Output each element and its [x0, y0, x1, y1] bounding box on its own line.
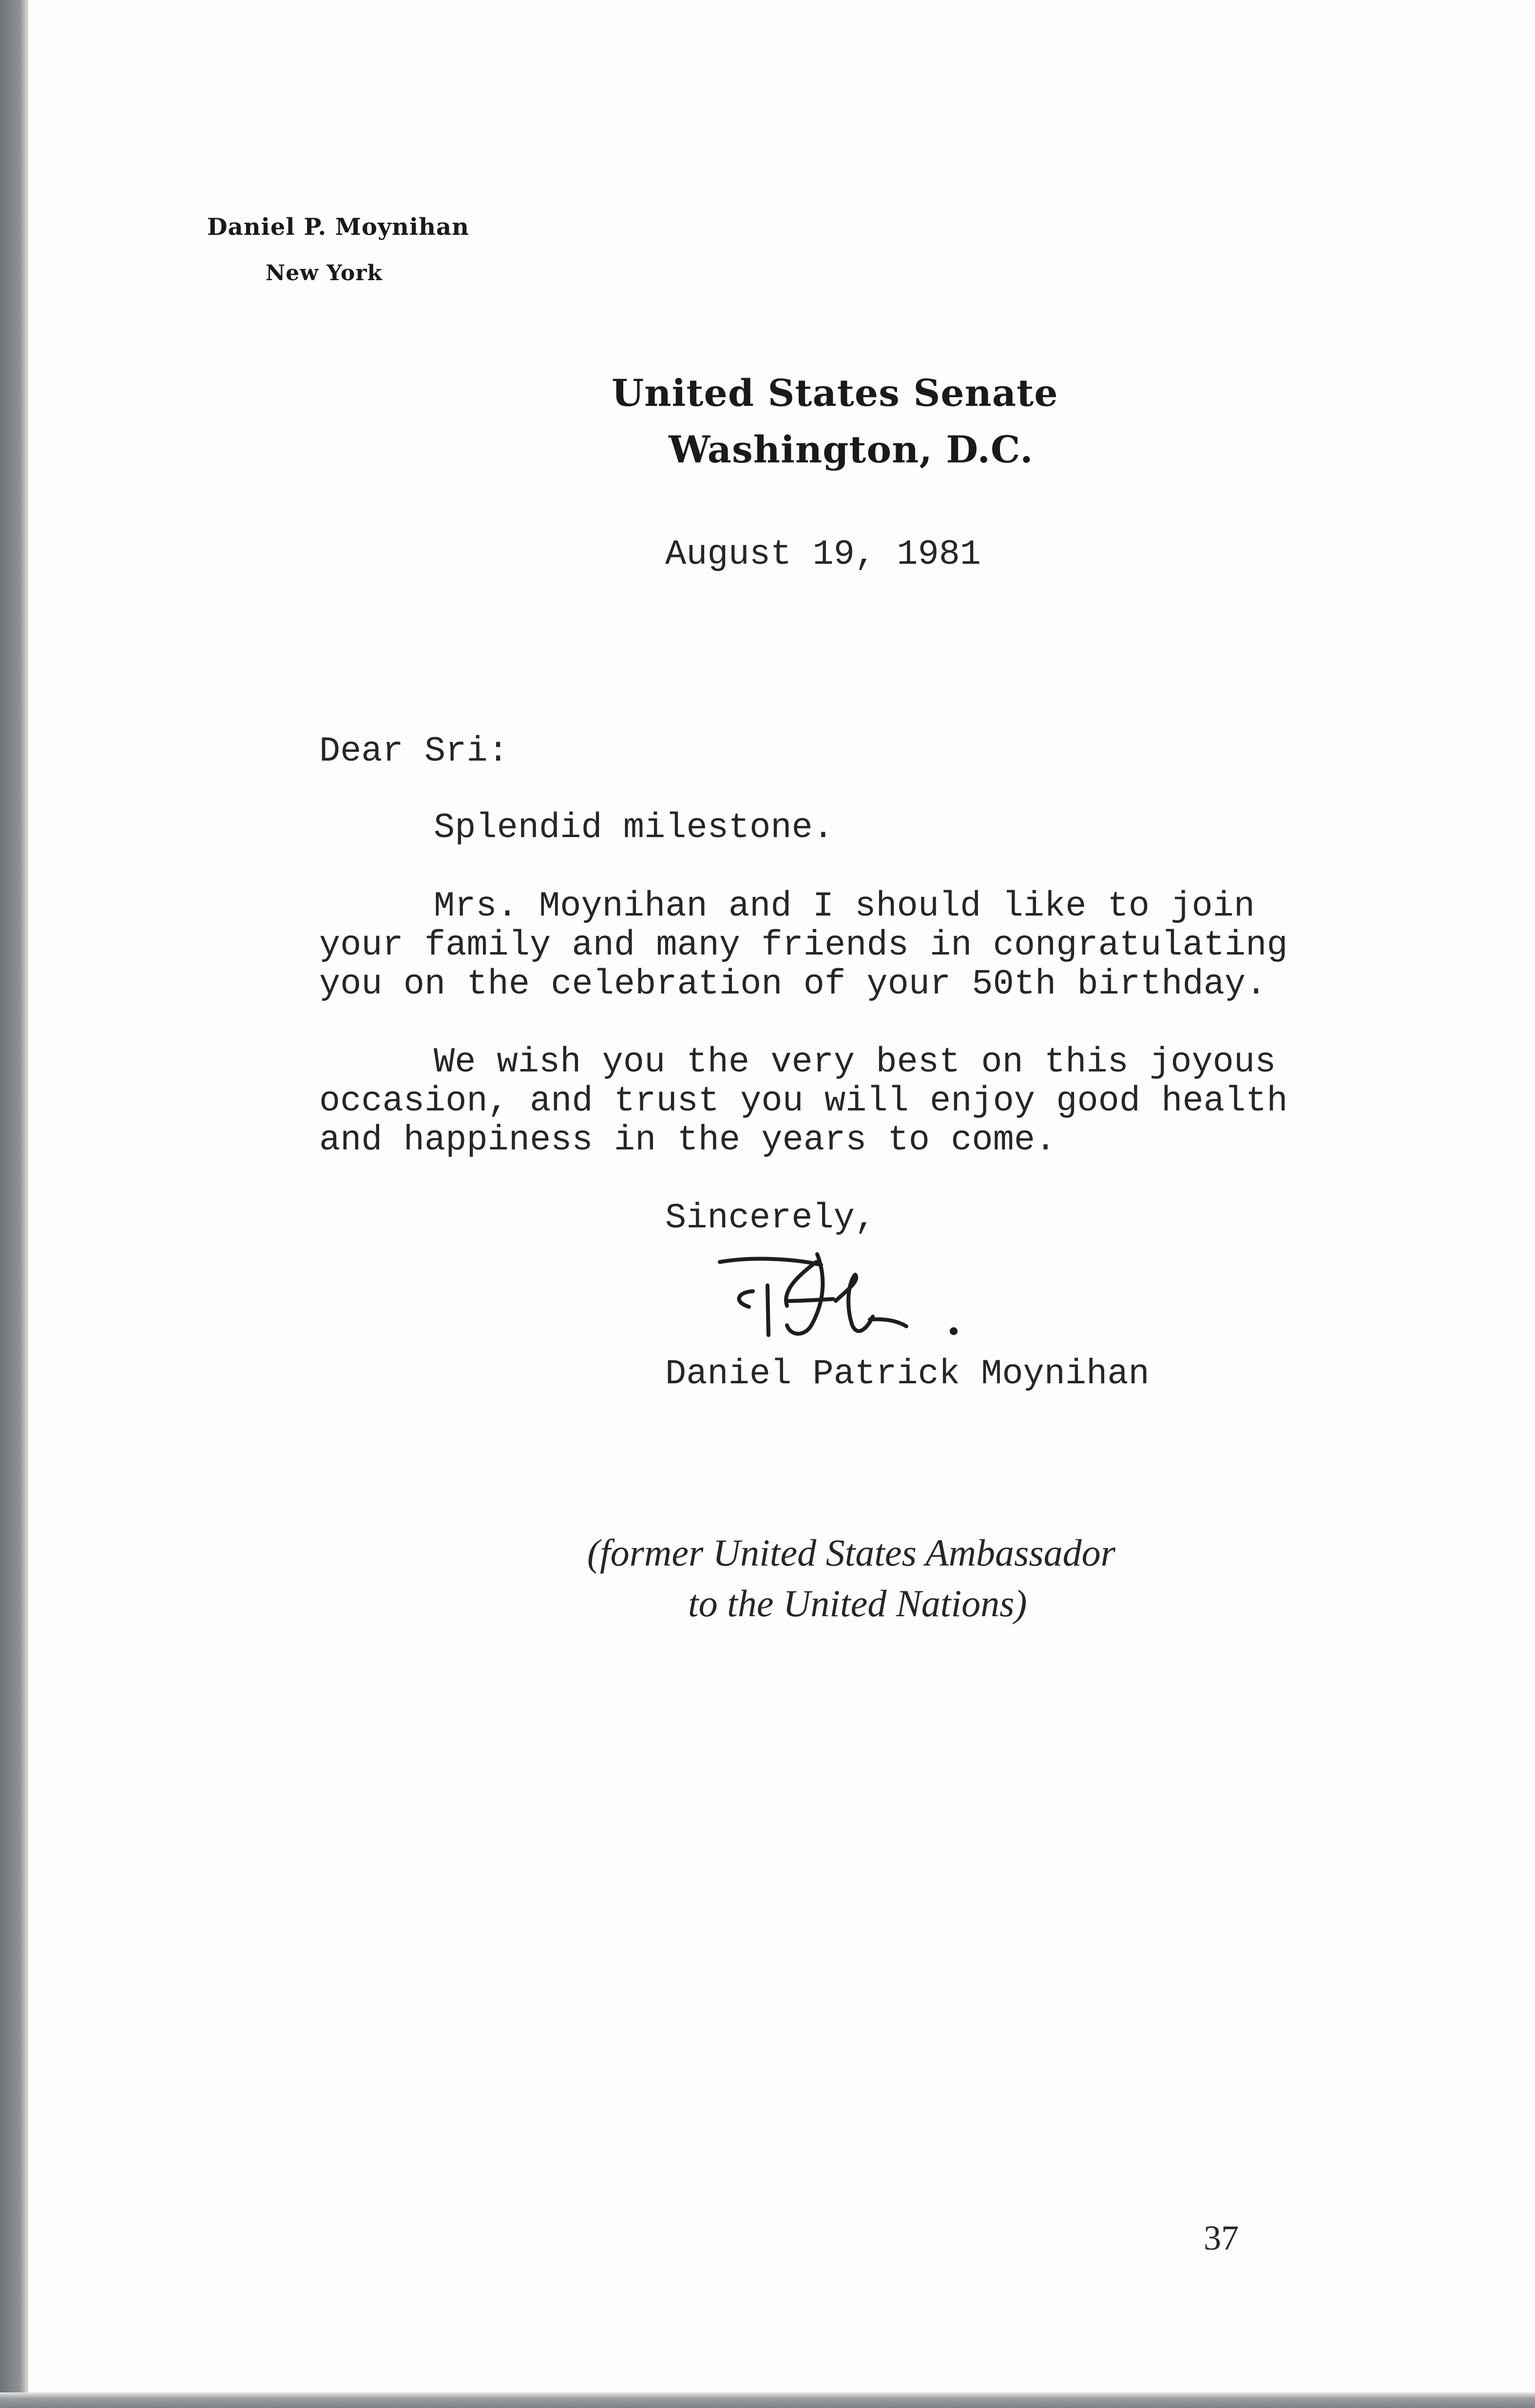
body-line: Splendid milestone.	[434, 808, 834, 848]
body-line: We wish you the very best on this joyous	[434, 1042, 1276, 1082]
letter-page	[28, 0, 1535, 2392]
note-line: to the United Nations)	[688, 1582, 1027, 1624]
letterhead-sender-name: Daniel P. Moynihan	[207, 213, 469, 241]
closing: Sincerely,	[665, 1198, 876, 1238]
salutation: Dear Sri:	[319, 731, 509, 771]
letter-date: August 19, 1981	[665, 535, 981, 574]
body-line: occasion, and trust you will enjoy good health	[319, 1081, 1288, 1121]
body-line: and happiness in the years to come.	[319, 1120, 1056, 1160]
body-line: your family and many friends in congratulating	[319, 925, 1288, 965]
letterhead-institution: United States Senate	[612, 371, 1058, 415]
scan-edge-bottom	[0, 2392, 1535, 2408]
page-number: 37	[1204, 2218, 1239, 2257]
scan-edge-left	[0, 0, 28, 2408]
signatory-name: Daniel Patrick Moynihan	[665, 1354, 1150, 1394]
body-line: Mrs. Moynihan and I should like to join	[434, 886, 1255, 926]
letterhead-location: Washington, D.C.	[669, 428, 1034, 471]
handwritten-signature-icon	[714, 1252, 977, 1350]
note-line: (former United States Ambassador	[587, 1531, 1116, 1574]
body-line: you on the celebration of your 50th birthday.	[319, 964, 1267, 1004]
letterhead-sender-state: New York	[266, 261, 383, 286]
